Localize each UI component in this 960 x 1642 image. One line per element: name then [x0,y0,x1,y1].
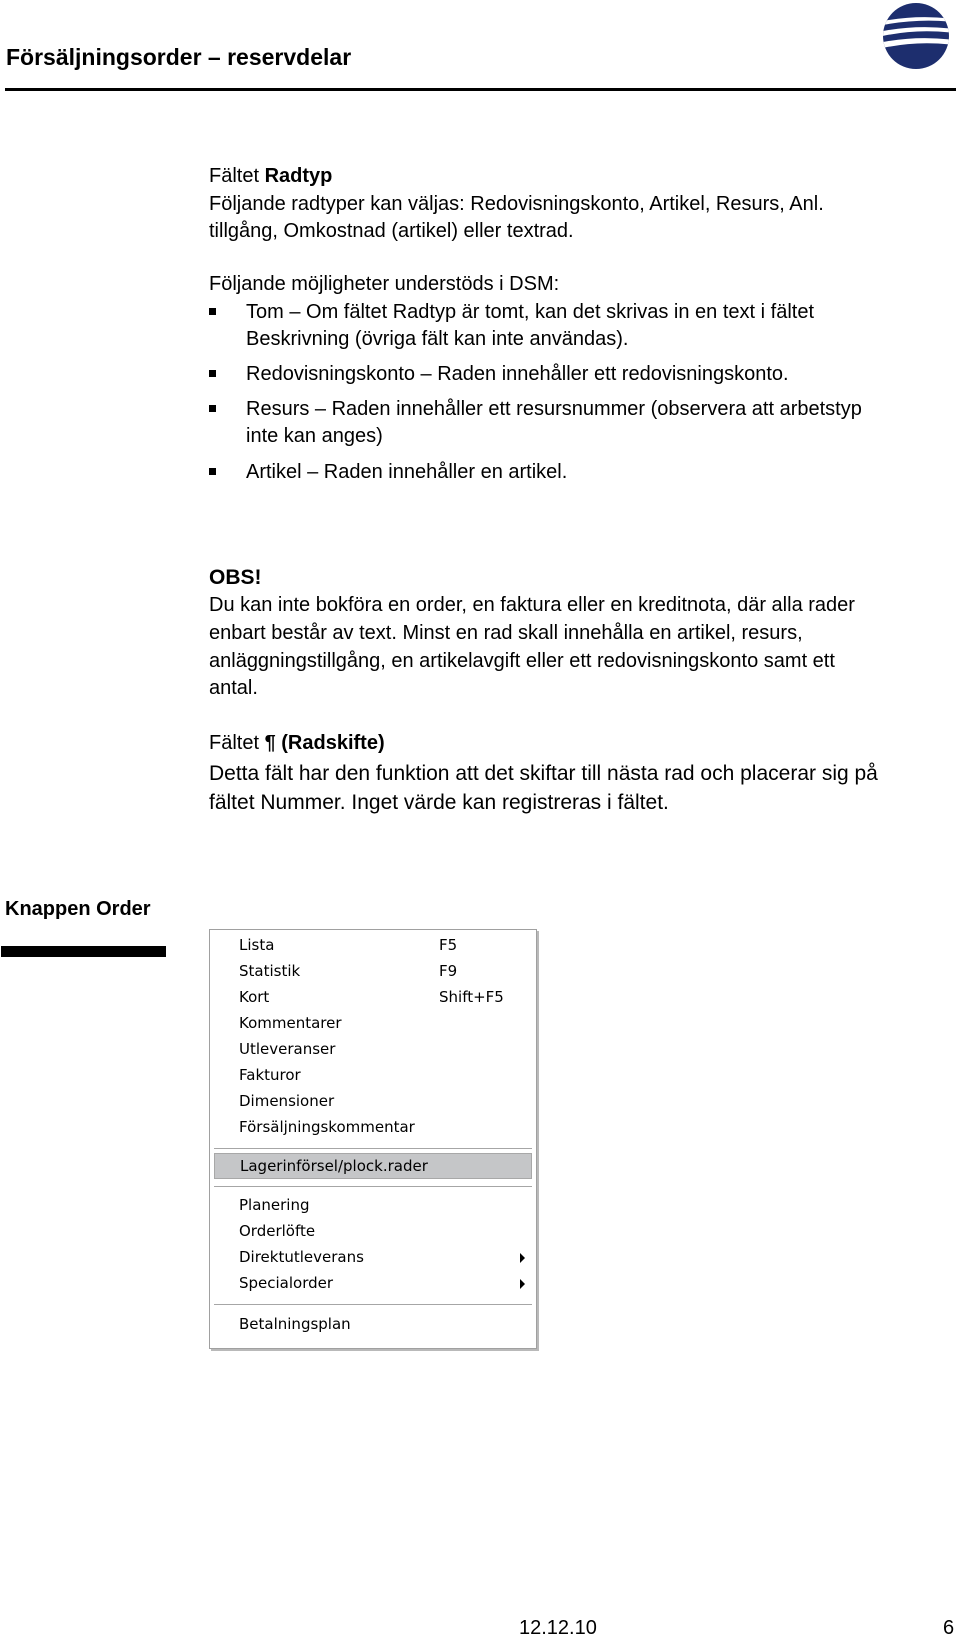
menu-item-label: Specialorder [239,1274,334,1292]
header-divider [5,88,956,91]
menu-item-lista[interactable] [214,933,532,959]
list-item-line: Beskrivning (övriga fält kan inte användas). [246,328,629,350]
menu-item-label: Lista [239,936,275,954]
menu-item-kommentarer[interactable] [214,1011,532,1037]
paragraph-line: enbart består av text. Minst en rad skall innehålla en artikel, resurs, [209,622,803,644]
menu-item-planering[interactable] [214,1193,532,1219]
bullet-icon [209,370,216,377]
menu-item-forsaljningskommentar[interactable] [214,1115,532,1141]
bullet-icon [209,405,216,412]
paragraph-line: Detta fält har den funktion att det skiftar till nästa rad och placerar sig på [209,762,878,785]
field-radskifte-heading [209,730,385,757]
menu-item-kort[interactable] [214,985,532,1011]
bullet-icon [209,468,216,475]
field-name: Radtyp [264,165,333,187]
submenu-arrow-icon [520,1253,525,1263]
paragraph-line: Följande radtyper kan väljas: Redovisningskonto, Artikel, Resurs, Anl. [209,193,824,215]
menu-separator [214,1148,532,1149]
menu-item-dimensioner[interactable] [214,1089,532,1115]
page-number: 6 [943,1617,955,1639]
pilcrow-icon: ¶ [264,732,276,754]
dsm-intro: Följande möjligheter understöds i DSM: [209,273,560,295]
list-item-line: Redovisningskonto – Raden innehåller ett redovisningskonto. [246,363,789,385]
obs-heading: OBS! [209,566,262,589]
menu-item-betalningsplan[interactable] [214,1312,532,1338]
section-title: Knappen Order [5,898,151,920]
menu-item-label: Statistik [239,962,301,980]
menu-item-orderlofte[interactable] [214,1219,532,1245]
menu-item-label: Dimensioner [239,1092,335,1110]
paragraph-line: tillgång, Omkostnad (artikel) eller textrad. [209,220,574,242]
menu-item-shortcut: F9 [439,962,458,980]
menu-item-label: Lagerinförsel/plock.rader [240,1157,428,1175]
menu-item-label: Fakturor [239,1066,301,1084]
footer-date: 12.12.10 [519,1617,597,1639]
menu-item-direktutleverans[interactable] [214,1245,532,1271]
menu-item-lagerinforsel[interactable] [214,1153,532,1179]
paragraph-line: anläggningstillgång, en artikelavgift eller ett redovisningskonto samt ett [209,650,835,672]
company-logo-icon [878,0,954,70]
menu-item-label: Utleveranser [239,1040,336,1058]
list-item-line: Artikel – Raden innehåller en artikel. [246,461,568,483]
paragraph-line: fältet Nummer. Inget värde kan registreras i fältet. [209,791,669,814]
page-title: Försäljningsorder – reservdelar [6,44,352,70]
menu-item-statistik[interactable] [214,959,532,985]
menu-separator [214,1304,532,1305]
submenu-arrow-icon [520,1279,525,1289]
field-name: (Radskifte) [275,732,385,754]
menu-item-label: Betalningsplan [239,1315,351,1333]
menu-separator [214,1186,532,1187]
field-radtyp-heading [209,163,332,190]
field-prefix: Fältet [209,732,265,754]
menu-item-utleveranser[interactable] [214,1037,532,1063]
menu-item-label: Kort [239,988,270,1006]
paragraph-line: Du kan inte bokföra en order, en faktura eller en kreditnota, där alla rader [209,594,855,616]
menu-item-label: Planering [239,1196,310,1214]
menu-item-shortcut: Shift+F5 [439,988,504,1006]
menu-item-specialorder[interactable] [214,1271,532,1297]
menu-item-label: Orderlöfte [239,1222,316,1240]
field-prefix: Fältet [209,165,265,187]
paragraph-line: antal. [209,677,258,699]
bullet-icon [209,308,216,315]
list-item-line: Tom – Om fältet Radtyp är tomt, kan det skrivas in en text i fältet [246,301,815,323]
list-item-line: Resurs – Raden innehåller ett resursnummer (observera att arbetstyp [246,398,862,420]
order-context-menu [209,929,537,1349]
menu-item-label: Försäljningskommentar [239,1118,415,1136]
section-bar [1,946,166,957]
menu-item-fakturor[interactable] [214,1063,532,1089]
list-item-line: inte kan anges) [246,425,383,447]
menu-item-label: Direktutleverans [239,1248,364,1266]
menu-item-label: Kommentarer [239,1014,342,1032]
menu-item-shortcut: F5 [439,936,458,954]
